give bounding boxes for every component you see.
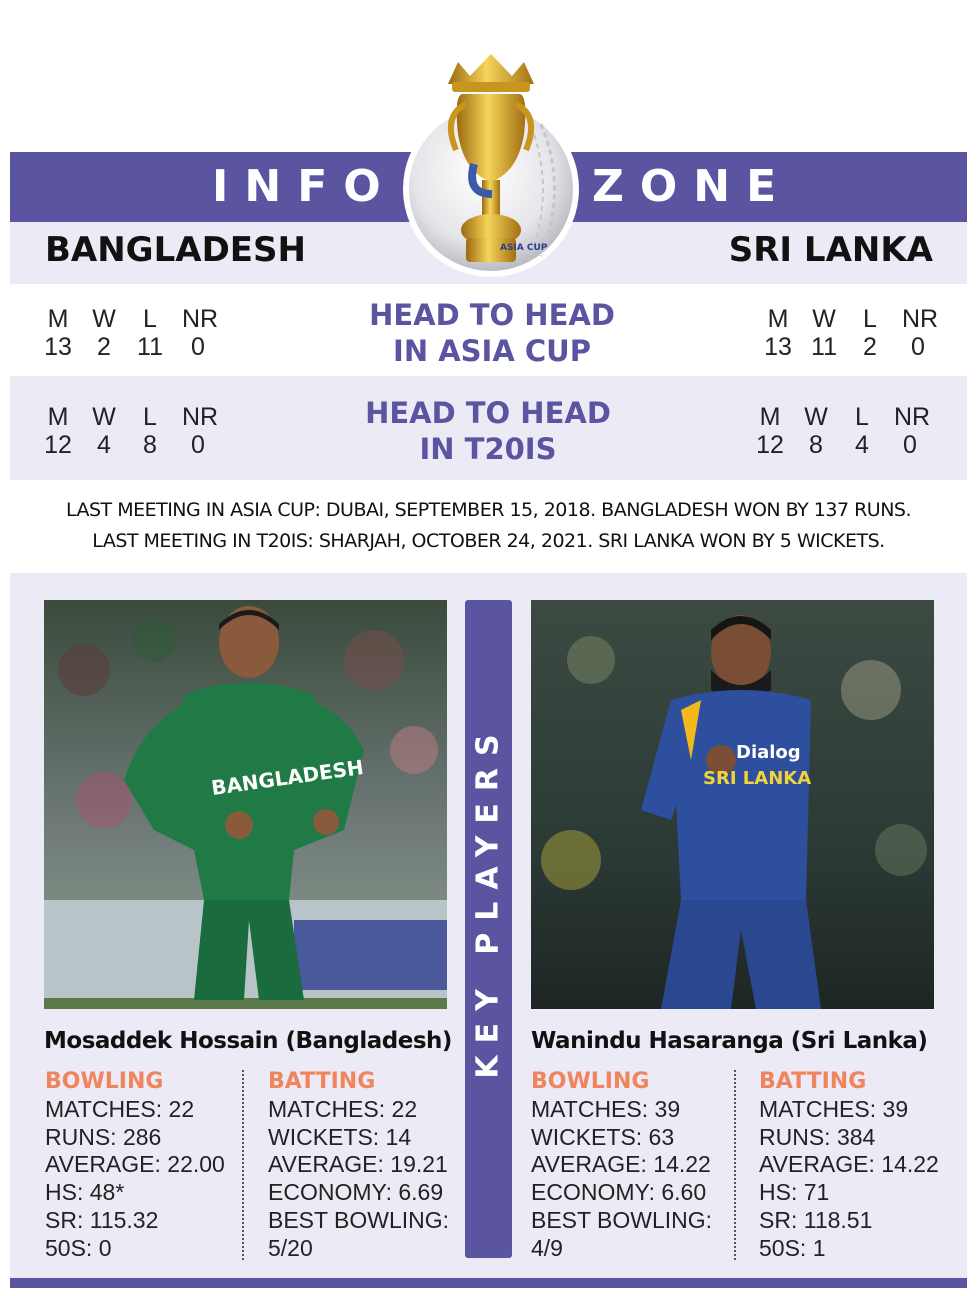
key-players-label: KEY PLAYERS [471, 721, 507, 1079]
last-meeting-t20is: LAST MEETING IN T20IS: SHARJAH, OCTOBER 24, 2021. SRI LANKA WON BY 5 WICKETS. [92, 530, 885, 552]
jersey-sponsor-dialog: Dialog [736, 742, 801, 763]
team-name-bangladesh: BANGLADESH [45, 230, 306, 270]
h2h-asia-cup-title: HEAD TO HEAD IN ASIA CUP [369, 298, 615, 368]
mosaddek-batting-stats: BATTING MATCHES: 22 WICKETS: 14 AVERAGE: 19.21 ECONOMY: 6.69 BEST BOWLING: 5/20 [268, 1069, 450, 1261]
player-name-hasaranga: Wanindu Hasaranga (Sri Lanka) [531, 1028, 928, 1054]
asia-cup-trophy-icon [396, 44, 586, 280]
player-photo-mosaddek [44, 600, 447, 1009]
h2h-t20is-title: HEAD TO HEAD IN T20IS [365, 396, 611, 466]
player-photo-hasaranga [531, 600, 934, 1009]
jersey-text-bangladesh: BANGLADESH [209, 754, 366, 801]
trophy-label: ASIA CUP [500, 243, 548, 253]
stats-divider [734, 1070, 736, 1260]
h2h-asia-left-stats: M W L NR 13 2 11 0 [44, 305, 219, 361]
banner-word-info: INFO [212, 161, 397, 212]
h2h-t20-right-stats: M W L NR 12 8 4 0 [756, 403, 931, 459]
jersey-text-sri-lanka: SRI LANKA [703, 768, 812, 789]
h2h-t20-left-stats: M W L NR 12 4 8 0 [44, 403, 219, 459]
hasaranga-bowling-stats: BOWLING MATCHES: 39 WICKETS: 63 AVERAGE: 14.22 ECONOMY: 6.60 BEST BOWLING: 4/9 [531, 1069, 713, 1261]
stats-divider [242, 1070, 244, 1260]
hasaranga-batting-stats: BATTING MATCHES: 39 RUNS: 384 AVERAGE: 14.22 HS: 71 SR: 118.51 50S: 1 [759, 1069, 939, 1261]
team-name-sri-lanka: SRI LANKA [728, 230, 933, 270]
mosaddek-bowling-stats: BOWLING MATCHES: 22 RUNS: 286 AVERAGE: 22.00 HS: 48* SR: 115.32 50S: 0 [45, 1069, 225, 1261]
banner-word-zone: ZONE [592, 161, 793, 212]
last-meeting-asia-cup: LAST MEETING IN ASIA CUP: DUBAI, SEPTEMBER 15, 2018. BANGLADESH WON BY 137 RUNS. [65, 499, 912, 521]
bottom-accent-bar [10, 1278, 967, 1288]
h2h-asia-right-stats: M W L NR 13 11 2 0 [764, 305, 939, 361]
player-name-mosaddek: Mosaddek Hossain (Bangladesh) [44, 1028, 452, 1054]
